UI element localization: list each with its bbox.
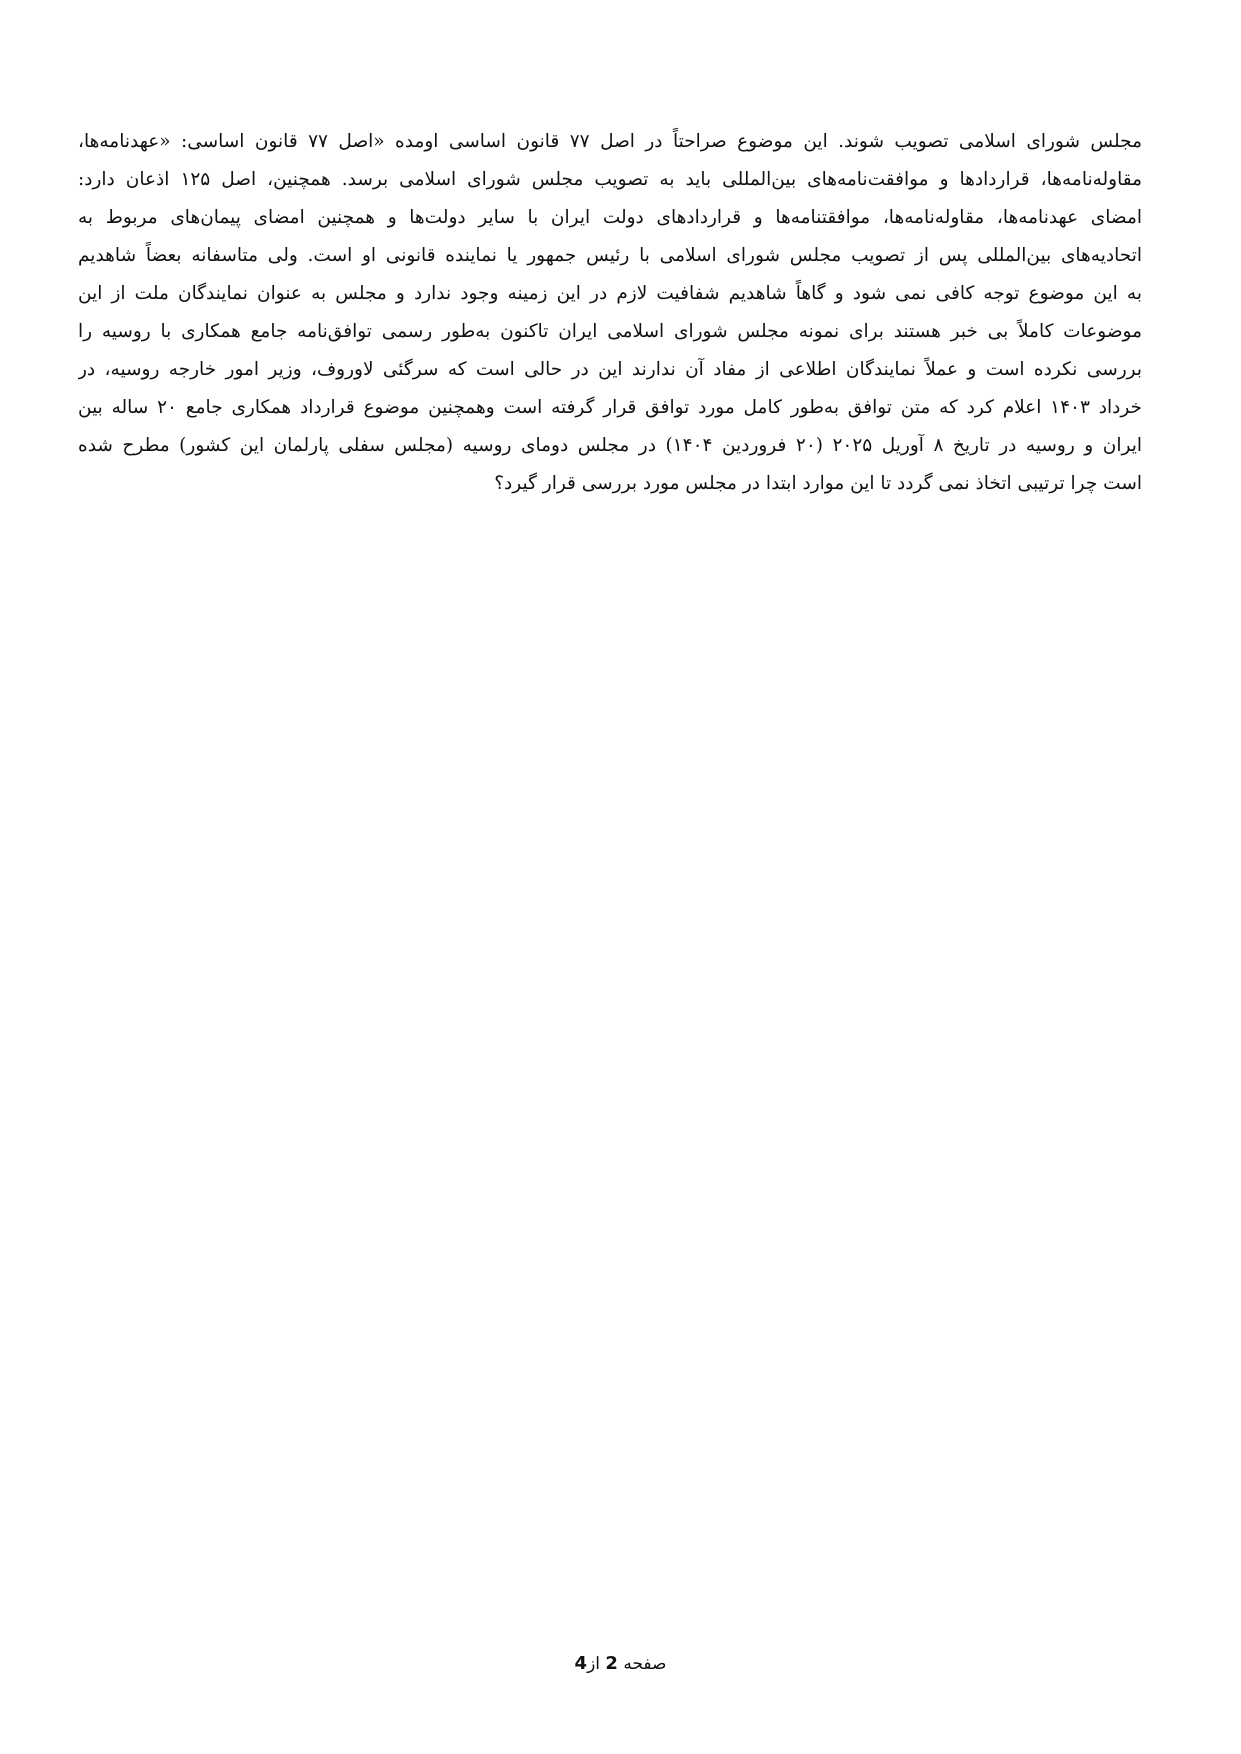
text-line: است چرا ترتیبی اتخاذ نمی گردد تا این موارد ابتدا در مجلس مورد بررسی قرار گیرد؟ (494, 473, 1142, 494)
text-line: امضای عهدنامه‌ها، مقاوله‌نامه‌ها، موافقتنامه‌ها و قراردادهای دولت ایران با سایر دولت‌ها و همچنین امضای پیمان‌های مربوط به (78, 207, 1142, 228)
current-page-number: 2 (605, 1653, 618, 1674)
text-line: خرداد ۱۴۰۳ اعلام کرد که متن توافق به‌طور کامل مورد توافق قرار گرفته است وهمچنین موضوع قرارداد همکاری جامع ۲۰ ساله بین (78, 397, 1142, 418)
of-word: از (587, 1654, 600, 1674)
text-line: مقاوله‌نامه‌ها، قراردادها و موافقت‌نامه‌های بین‌المللی باید به تصویب مجلس شورای اسلامی برسد. همچنین، اصل ۱۲۵ اذعان دارد: (78, 169, 1142, 190)
page-word: صفحه (623, 1654, 667, 1674)
text-line: موضوعات کاملاً بی خبر هستند برای نمونه مجلس شورای اسلامی ایران تاکنون به‌طور رسمی توافق‌نامه جامع همکاری با روسیه را (78, 321, 1142, 342)
text-line: ایران و روسیه در تاریخ ۸ آوریل ۲۰۲۵ (۲۰ فروردین ۱۴۰۴) در مجلس دومای روسیه (مجلس سفلی پارلمان این کشور) مطرح شده (78, 435, 1142, 456)
body-paragraph (78, 123, 1142, 503)
text-line: اتحادیه‌های بین‌المللی پس از تصویب مجلس شورای اسلامی با رئیس جمهور یا نماینده قانونی او است. ولی متاسفانه بعضاً شاهدیم (78, 245, 1142, 266)
text-line: بررسی نکرده است و عملاً نمایندگان اطلاعی از مفاد آن ندارند این در حالی است که سرگئی لاوروف، وزیر امور خارجه روسیه، در (78, 359, 1142, 380)
total-pages-number: 4 (574, 1653, 588, 1674)
page-footer (0, 1652, 1241, 1676)
text-line: مجلس شورای اسلامی تصویب شوند. این موضوع صراحتاً در اصل ۷۷ قانون اساسی اومده «اصل ۷۷ قانون اساسی: «عهدنامه‌ها، (78, 131, 1142, 152)
text-line: به این موضوع توجه کافی نمی شود و گاهاً شاهدیم شفافیت لازم در این زمینه وجود ندارد و مجلس به عنوان نمایندگان ملت از این (78, 283, 1142, 304)
